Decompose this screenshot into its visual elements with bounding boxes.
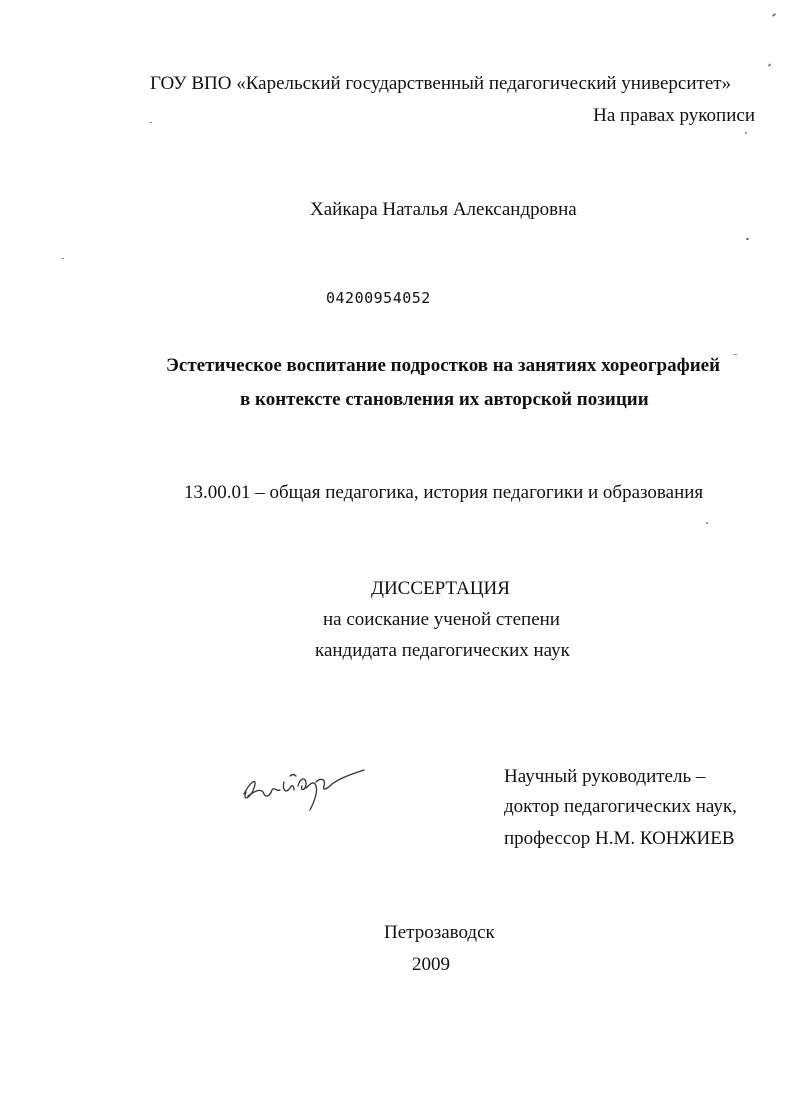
work-type: ДИССЕРТАЦИЯ (371, 578, 510, 599)
university-name: ГОУ ВПО «Карельский государственный педагогический университет» (150, 73, 732, 94)
author-signature (236, 752, 368, 812)
year: 2009 (412, 954, 450, 975)
scan-speck (706, 522, 708, 524)
degree-line-2: кандидата педагогических наук (315, 640, 570, 661)
city: Петрозаводск (384, 922, 495, 943)
supervisor-name: профессор Н.М. КОНЖИЕВ (504, 828, 735, 849)
degree-line-1: на соискание ученой степени (323, 609, 560, 630)
scan-speck (772, 13, 776, 17)
scan-speck (746, 238, 749, 240)
supervisor-degree: доктор педагогических наук, (504, 796, 737, 817)
dissertation-title-line-2: в контексте становления их авторской позиции (240, 389, 649, 410)
scan-speck (745, 132, 747, 134)
scan-speck (150, 122, 152, 123)
supervisor-role: Научный руководитель – (504, 766, 706, 787)
dissertation-title-line-1: Эстетическое воспитание подростков на занятиях хореографией (166, 355, 721, 376)
rights-note: На правах рукописи (593, 105, 755, 126)
catalog-number: 04200954052 (326, 289, 431, 307)
author-name: Хайкара Наталья Александровна (310, 199, 577, 220)
scan-speck (734, 354, 737, 355)
scan-speck (768, 63, 771, 67)
scan-speck (62, 258, 64, 259)
specialty-code: 13.00.01 – общая педагогика, история педагогики и образования (184, 482, 704, 503)
signature-icon (236, 752, 368, 812)
